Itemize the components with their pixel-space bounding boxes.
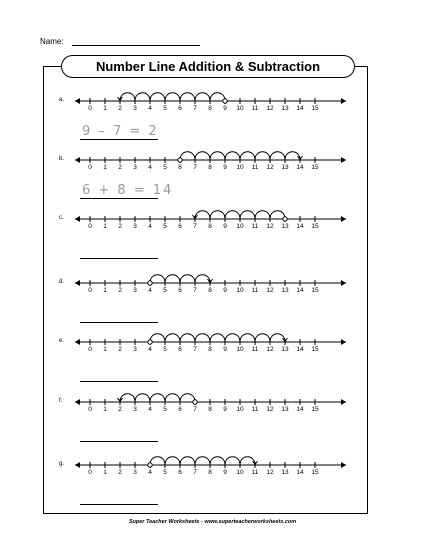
tick-label: 8: [208, 406, 212, 413]
tick-label: 2: [118, 406, 122, 413]
tick-label: 9: [223, 406, 227, 413]
tick-label: 10: [236, 287, 244, 294]
tick-label: 5: [163, 469, 167, 476]
answer-line[interactable]: [80, 198, 158, 199]
equation-text: 9 – 7 = 2: [82, 124, 159, 139]
tick-label: 1: [103, 164, 107, 171]
tick-label: 0: [88, 164, 92, 171]
tick-label: 0: [88, 223, 92, 230]
tick-label: 8: [208, 164, 212, 171]
tick-label: 3: [133, 406, 137, 413]
tick-label: 4: [148, 469, 152, 476]
tick-label: 7: [193, 469, 197, 476]
tick-label: 1: [103, 287, 107, 294]
tick-label: 13: [281, 469, 289, 476]
tick-label: 14: [296, 469, 304, 476]
tick-label: 15: [311, 469, 319, 476]
problem-label: d.: [59, 279, 65, 285]
tick-label: 13: [281, 406, 289, 413]
tick-label: 12: [266, 346, 274, 353]
tick-label: 14: [296, 287, 304, 294]
tick-label: 9: [223, 346, 227, 353]
tick-label: 0: [88, 469, 92, 476]
tick-label: 10: [236, 164, 244, 171]
tick-label: 8: [208, 287, 212, 294]
worksheet-title: Number Line Addition & Subtraction: [61, 55, 355, 78]
problem-label: e.: [59, 338, 65, 344]
tick-label: 7: [193, 164, 197, 171]
answer-line[interactable]: [80, 258, 158, 259]
tick-label: 10: [236, 406, 244, 413]
tick-label: 0: [88, 406, 92, 413]
tick-label: 15: [311, 223, 319, 230]
tick-label: 4: [148, 287, 152, 294]
tick-label: 2: [118, 105, 122, 112]
tick-label: 8: [208, 223, 212, 230]
tick-label: 10: [236, 105, 244, 112]
tick-label: 4: [148, 223, 152, 230]
tick-label: 0: [88, 287, 92, 294]
tick-label: 11: [251, 406, 259, 413]
tick-label: 2: [118, 223, 122, 230]
tick-label: 13: [281, 223, 289, 230]
tick-label: 7: [193, 406, 197, 413]
tick-label: 1: [103, 105, 107, 112]
tick-label: 9: [223, 164, 227, 171]
tick-label: 6: [178, 164, 182, 171]
tick-label: 7: [193, 223, 197, 230]
tick-label: 12: [266, 223, 274, 230]
tick-label: 4: [148, 346, 152, 353]
tick-label: 13: [281, 105, 289, 112]
tick-label: 8: [208, 469, 212, 476]
tick-label: 6: [178, 223, 182, 230]
tick-label: 4: [148, 105, 152, 112]
tick-label: 10: [236, 469, 244, 476]
problem-label: a.: [59, 97, 65, 103]
tick-label: 3: [133, 469, 137, 476]
problem-label: f.: [59, 398, 63, 404]
tick-label: 12: [266, 164, 274, 171]
tick-label: 14: [296, 346, 304, 353]
tick-label: 7: [193, 287, 197, 294]
tick-label: 2: [118, 164, 122, 171]
tick-label: 12: [266, 406, 274, 413]
name-label: Name:: [40, 37, 64, 46]
tick-label: 12: [266, 105, 274, 112]
tick-label: 10: [236, 223, 244, 230]
tick-label: 13: [281, 287, 289, 294]
tick-label: 1: [103, 346, 107, 353]
tick-label: 13: [281, 164, 289, 171]
tick-label: 14: [296, 164, 304, 171]
tick-label: 0: [88, 346, 92, 353]
tick-label: 3: [133, 105, 137, 112]
tick-label: 6: [178, 105, 182, 112]
tick-label: 6: [178, 469, 182, 476]
problem-label: b.: [59, 156, 65, 162]
tick-label: 6: [178, 287, 182, 294]
tick-label: 11: [251, 105, 259, 112]
tick-label: 4: [148, 164, 152, 171]
tick-label: 7: [193, 105, 197, 112]
tick-label: 6: [178, 346, 182, 353]
tick-label: 12: [266, 469, 274, 476]
tick-label: 2: [118, 287, 122, 294]
tick-label: 3: [133, 287, 137, 294]
tick-label: 5: [163, 346, 167, 353]
answer-line[interactable]: [80, 381, 158, 382]
answer-line[interactable]: [80, 441, 158, 442]
tick-label: 4: [148, 406, 152, 413]
tick-label: 0: [88, 105, 92, 112]
tick-label: 2: [118, 469, 122, 476]
tick-label: 11: [251, 164, 259, 171]
equation-text: 6 + 8 = 14: [82, 183, 174, 198]
answer-line[interactable]: [80, 139, 158, 140]
tick-label: 3: [133, 164, 137, 171]
tick-label: 3: [133, 223, 137, 230]
name-line[interactable]: [72, 45, 200, 46]
tick-label: 5: [163, 406, 167, 413]
tick-label: 2: [118, 346, 122, 353]
tick-label: 13: [281, 346, 289, 353]
answer-line[interactable]: [80, 504, 158, 505]
tick-label: 9: [223, 105, 227, 112]
tick-label: 14: [296, 406, 304, 413]
tick-label: 3: [133, 346, 137, 353]
tick-label: 5: [163, 105, 167, 112]
tick-label: 11: [251, 469, 259, 476]
tick-label: 15: [311, 287, 319, 294]
tick-label: 9: [223, 287, 227, 294]
tick-label: 11: [251, 223, 259, 230]
tick-label: 11: [251, 287, 259, 294]
tick-label: 14: [296, 223, 304, 230]
tick-label: 15: [311, 346, 319, 353]
tick-label: 5: [163, 164, 167, 171]
tick-label: 9: [223, 223, 227, 230]
tick-label: 7: [193, 346, 197, 353]
tick-label: 10: [236, 346, 244, 353]
tick-label: 8: [208, 105, 212, 112]
problem-label: g.: [59, 461, 65, 467]
tick-label: 1: [103, 469, 107, 476]
tick-label: 15: [311, 164, 319, 171]
tick-label: 5: [163, 223, 167, 230]
tick-label: 1: [103, 223, 107, 230]
tick-label: 5: [163, 287, 167, 294]
footer-credit: Super Teacher Worksheets - www.superteacherworksheets.com: [128, 519, 297, 525]
tick-label: 15: [311, 406, 319, 413]
tick-label: 1: [103, 406, 107, 413]
problem-label: c.: [59, 215, 64, 221]
tick-label: 6: [178, 406, 182, 413]
answer-line[interactable]: [80, 322, 158, 323]
tick-label: 15: [311, 105, 319, 112]
tick-label: 8: [208, 346, 212, 353]
tick-label: 11: [251, 346, 259, 353]
tick-label: 9: [223, 469, 227, 476]
tick-label: 12: [266, 287, 274, 294]
tick-label: 14: [296, 105, 304, 112]
